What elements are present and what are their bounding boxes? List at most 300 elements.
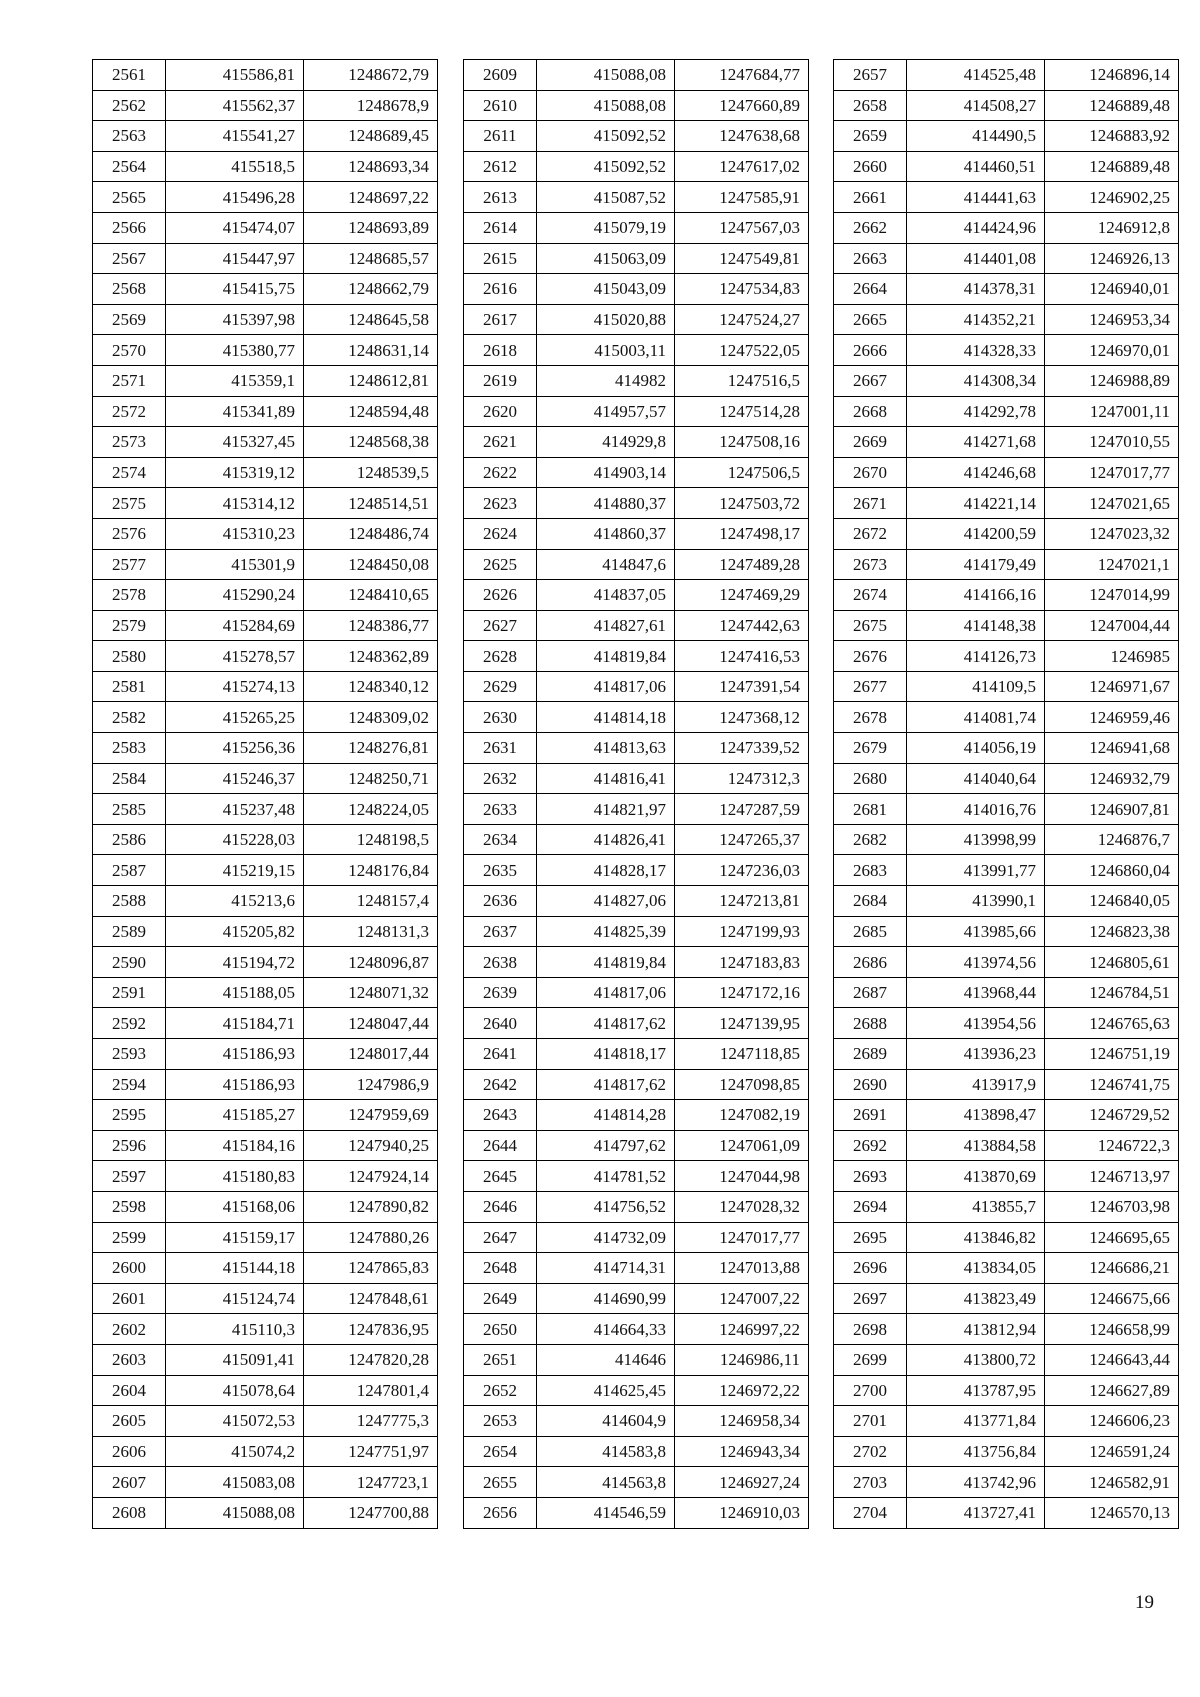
y-coordinate-cell: 1246943,34 — [675, 1436, 809, 1467]
point-number-cell: 2663 — [834, 243, 907, 274]
point-number-cell: 2620 — [464, 396, 537, 427]
y-coordinate-cell: 1248685,57 — [304, 243, 438, 274]
y-coordinate-cell: 1247524,27 — [675, 304, 809, 335]
table-row — [464, 824, 809, 855]
table-row — [93, 1467, 438, 1498]
x-coordinate-cell: 415256,36 — [166, 733, 304, 764]
y-coordinate-cell: 1246927,24 — [675, 1467, 809, 1498]
point-number-cell: 2600 — [93, 1253, 166, 1284]
table-row — [464, 1039, 809, 1070]
point-number-cell: 2672 — [834, 518, 907, 549]
x-coordinate-cell: 413771,84 — [907, 1406, 1045, 1437]
point-number-cell: 2649 — [464, 1283, 537, 1314]
x-coordinate-cell: 414957,57 — [537, 396, 675, 427]
y-coordinate-cell: 1248450,08 — [304, 549, 438, 580]
table-row — [93, 1161, 438, 1192]
point-number-cell: 2646 — [464, 1191, 537, 1222]
table-row — [834, 671, 1179, 702]
table-row — [834, 182, 1179, 213]
y-coordinate-cell: 1246582,91 — [1045, 1467, 1179, 1498]
table-row — [834, 151, 1179, 182]
point-number-cell: 2571 — [93, 365, 166, 396]
y-coordinate-cell: 1247534,83 — [675, 274, 809, 305]
table-row — [464, 794, 809, 825]
table-row — [464, 1314, 809, 1345]
point-number-cell: 2679 — [834, 733, 907, 764]
coordinates-table-body — [834, 60, 1179, 1529]
table-row — [93, 1375, 438, 1406]
point-number-cell: 2659 — [834, 121, 907, 152]
x-coordinate-cell: 415185,27 — [166, 1100, 304, 1131]
point-number-cell: 2681 — [834, 794, 907, 825]
y-coordinate-cell: 1248678,9 — [304, 90, 438, 121]
x-coordinate-cell: 415020,88 — [537, 304, 675, 335]
y-coordinate-cell: 1246643,44 — [1045, 1344, 1179, 1375]
y-coordinate-cell: 1248362,89 — [304, 641, 438, 672]
x-coordinate-cell: 414818,17 — [537, 1039, 675, 1070]
point-number-cell: 2582 — [93, 702, 166, 733]
y-coordinate-cell: 1248131,3 — [304, 916, 438, 947]
point-number-cell: 2623 — [464, 488, 537, 519]
y-coordinate-cell: 1248539,5 — [304, 457, 438, 488]
table-row — [464, 1222, 809, 1253]
table-row — [834, 1191, 1179, 1222]
y-coordinate-cell: 1247516,5 — [675, 365, 809, 396]
table-row — [464, 641, 809, 672]
x-coordinate-cell: 414378,31 — [907, 274, 1045, 305]
point-number-cell: 2588 — [93, 886, 166, 917]
table-row — [464, 1069, 809, 1100]
x-coordinate-cell: 415186,93 — [166, 1039, 304, 1070]
table-row — [834, 794, 1179, 825]
x-coordinate-cell: 414819,84 — [537, 641, 675, 672]
x-coordinate-cell: 415092,52 — [537, 151, 675, 182]
table-row — [464, 855, 809, 886]
table-row — [93, 1130, 438, 1161]
point-number-cell: 2614 — [464, 212, 537, 243]
table-row — [93, 641, 438, 672]
y-coordinate-cell: 1246658,99 — [1045, 1314, 1179, 1345]
point-number-cell: 2601 — [93, 1283, 166, 1314]
table-row — [834, 1130, 1179, 1161]
x-coordinate-cell: 414837,05 — [537, 580, 675, 611]
x-coordinate-cell: 414401,08 — [907, 243, 1045, 274]
x-coordinate-cell: 415562,37 — [166, 90, 304, 121]
x-coordinate-cell: 413855,7 — [907, 1191, 1045, 1222]
table-row — [834, 1100, 1179, 1131]
point-number-cell: 2609 — [464, 60, 537, 91]
table-row — [93, 90, 438, 121]
table-row — [834, 335, 1179, 366]
table-row — [834, 763, 1179, 794]
table-row — [93, 365, 438, 396]
x-coordinate-cell: 413990,1 — [907, 886, 1045, 917]
y-coordinate-cell: 1247017,77 — [675, 1222, 809, 1253]
point-number-cell: 2607 — [93, 1467, 166, 1498]
x-coordinate-cell: 413974,56 — [907, 947, 1045, 978]
x-coordinate-cell: 413917,9 — [907, 1069, 1045, 1100]
y-coordinate-cell: 1246765,63 — [1045, 1008, 1179, 1039]
x-coordinate-cell: 414860,37 — [537, 518, 675, 549]
point-number-cell: 2658 — [834, 90, 907, 121]
point-number-cell: 2696 — [834, 1253, 907, 1284]
table-row — [464, 60, 809, 91]
point-number-cell: 2643 — [464, 1100, 537, 1131]
y-coordinate-cell: 1247617,02 — [675, 151, 809, 182]
coordinates-table — [463, 59, 809, 1529]
x-coordinate-cell: 414847,6 — [537, 549, 675, 580]
point-number-cell: 2562 — [93, 90, 166, 121]
y-coordinate-cell: 1247021,1 — [1045, 549, 1179, 580]
y-coordinate-cell: 1247007,22 — [675, 1283, 809, 1314]
x-coordinate-cell: 414664,33 — [537, 1314, 675, 1345]
table-row — [93, 886, 438, 917]
y-coordinate-cell: 1246986,11 — [675, 1344, 809, 1375]
x-coordinate-cell: 415284,69 — [166, 610, 304, 641]
point-number-cell: 2668 — [834, 396, 907, 427]
y-coordinate-cell: 1247508,16 — [675, 427, 809, 458]
table-row — [464, 457, 809, 488]
point-number-cell: 2657 — [834, 60, 907, 91]
table-row — [834, 90, 1179, 121]
table-row — [464, 182, 809, 213]
table-row — [93, 488, 438, 519]
table-row — [93, 947, 438, 978]
point-number-cell: 2647 — [464, 1222, 537, 1253]
x-coordinate-cell: 413846,82 — [907, 1222, 1045, 1253]
y-coordinate-cell: 1248594,48 — [304, 396, 438, 427]
x-coordinate-cell: 415184,71 — [166, 1008, 304, 1039]
point-number-cell: 2617 — [464, 304, 537, 335]
y-coordinate-cell: 1246953,34 — [1045, 304, 1179, 335]
x-coordinate-cell: 415088,08 — [537, 90, 675, 121]
table-row — [464, 1375, 809, 1406]
point-number-cell: 2636 — [464, 886, 537, 917]
x-coordinate-cell: 414148,38 — [907, 610, 1045, 641]
y-coordinate-cell: 1246686,21 — [1045, 1253, 1179, 1284]
point-number-cell: 2651 — [464, 1344, 537, 1375]
y-coordinate-cell: 1246972,22 — [675, 1375, 809, 1406]
table-row — [464, 1008, 809, 1039]
y-coordinate-cell: 1247684,77 — [675, 60, 809, 91]
table-row — [464, 518, 809, 549]
table-row — [93, 457, 438, 488]
x-coordinate-cell: 415083,08 — [166, 1467, 304, 1498]
y-coordinate-cell: 1247004,44 — [1045, 610, 1179, 641]
x-coordinate-cell: 415091,41 — [166, 1344, 304, 1375]
x-coordinate-cell: 415237,48 — [166, 794, 304, 825]
y-coordinate-cell: 1248224,05 — [304, 794, 438, 825]
table-row — [834, 1222, 1179, 1253]
x-coordinate-cell: 414016,76 — [907, 794, 1045, 825]
y-coordinate-cell: 1248198,5 — [304, 824, 438, 855]
point-number-cell: 2670 — [834, 457, 907, 488]
table-row — [834, 365, 1179, 396]
y-coordinate-cell: 1247775,3 — [304, 1406, 438, 1437]
x-coordinate-cell: 413968,44 — [907, 977, 1045, 1008]
point-number-cell: 2569 — [93, 304, 166, 335]
point-number-cell: 2604 — [93, 1375, 166, 1406]
y-coordinate-cell: 1246729,52 — [1045, 1100, 1179, 1131]
table-row — [93, 855, 438, 886]
point-number-cell: 2599 — [93, 1222, 166, 1253]
table-row — [834, 1069, 1179, 1100]
x-coordinate-cell: 414352,21 — [907, 304, 1045, 335]
point-number-cell: 2701 — [834, 1406, 907, 1437]
y-coordinate-cell: 1248697,22 — [304, 182, 438, 213]
point-number-cell: 2666 — [834, 335, 907, 366]
y-coordinate-cell: 1248631,14 — [304, 335, 438, 366]
point-number-cell: 2591 — [93, 977, 166, 1008]
point-number-cell: 2655 — [464, 1467, 537, 1498]
x-coordinate-cell: 413756,84 — [907, 1436, 1045, 1467]
x-coordinate-cell: 415327,45 — [166, 427, 304, 458]
table-row — [93, 916, 438, 947]
y-coordinate-cell: 1248071,32 — [304, 977, 438, 1008]
point-number-cell: 2653 — [464, 1406, 537, 1437]
y-coordinate-cell: 1247021,65 — [1045, 488, 1179, 519]
y-coordinate-cell: 1248693,89 — [304, 212, 438, 243]
x-coordinate-cell: 415159,17 — [166, 1222, 304, 1253]
y-coordinate-cell: 1246926,13 — [1045, 243, 1179, 274]
table-row — [93, 182, 438, 213]
point-number-cell: 2577 — [93, 549, 166, 580]
table-row — [93, 427, 438, 458]
point-number-cell: 2702 — [834, 1436, 907, 1467]
x-coordinate-cell: 413936,23 — [907, 1039, 1045, 1070]
table-row — [834, 427, 1179, 458]
x-coordinate-cell: 413998,99 — [907, 824, 1045, 855]
x-coordinate-cell: 414813,63 — [537, 733, 675, 764]
point-number-cell: 2596 — [93, 1130, 166, 1161]
y-coordinate-cell: 1246784,51 — [1045, 977, 1179, 1008]
y-coordinate-cell: 1248645,58 — [304, 304, 438, 335]
table-row — [464, 212, 809, 243]
y-coordinate-cell: 1246912,8 — [1045, 212, 1179, 243]
point-number-cell: 2626 — [464, 580, 537, 611]
point-number-cell: 2589 — [93, 916, 166, 947]
table-row — [834, 274, 1179, 305]
point-number-cell: 2618 — [464, 335, 537, 366]
x-coordinate-cell: 415144,18 — [166, 1253, 304, 1284]
x-coordinate-cell: 413898,47 — [907, 1100, 1045, 1131]
table-row — [834, 121, 1179, 152]
x-coordinate-cell: 413884,58 — [907, 1130, 1045, 1161]
point-number-cell: 2581 — [93, 671, 166, 702]
x-coordinate-cell: 414817,06 — [537, 977, 675, 1008]
table-row — [93, 763, 438, 794]
point-number-cell: 2652 — [464, 1375, 537, 1406]
y-coordinate-cell: 1247213,81 — [675, 886, 809, 917]
x-coordinate-cell: 414816,41 — [537, 763, 675, 794]
table-row — [93, 518, 438, 549]
point-number-cell: 2644 — [464, 1130, 537, 1161]
x-coordinate-cell: 414797,62 — [537, 1130, 675, 1161]
x-coordinate-cell: 415310,23 — [166, 518, 304, 549]
y-coordinate-cell: 1247339,52 — [675, 733, 809, 764]
point-number-cell: 2635 — [464, 855, 537, 886]
table-row — [464, 763, 809, 794]
x-coordinate-cell: 415043,09 — [537, 274, 675, 305]
table-row — [93, 824, 438, 855]
x-coordinate-cell: 415415,75 — [166, 274, 304, 305]
y-coordinate-cell: 1247368,12 — [675, 702, 809, 733]
y-coordinate-cell: 1247890,82 — [304, 1191, 438, 1222]
table-row — [834, 824, 1179, 855]
x-coordinate-cell: 415359,1 — [166, 365, 304, 396]
y-coordinate-cell: 1247265,37 — [675, 824, 809, 855]
x-coordinate-cell: 415168,06 — [166, 1191, 304, 1222]
x-coordinate-cell: 414903,14 — [537, 457, 675, 488]
y-coordinate-cell: 1246703,98 — [1045, 1191, 1179, 1222]
x-coordinate-cell: 414221,14 — [907, 488, 1045, 519]
table-row — [464, 488, 809, 519]
y-coordinate-cell: 1246860,04 — [1045, 855, 1179, 886]
point-number-cell: 2634 — [464, 824, 537, 855]
point-number-cell: 2572 — [93, 396, 166, 427]
y-coordinate-cell: 1247183,83 — [675, 947, 809, 978]
table-row — [93, 1344, 438, 1375]
table-row — [93, 121, 438, 152]
x-coordinate-cell: 415110,3 — [166, 1314, 304, 1345]
x-coordinate-cell: 415219,15 — [166, 855, 304, 886]
point-number-cell: 2603 — [93, 1344, 166, 1375]
point-number-cell: 2671 — [834, 488, 907, 519]
point-number-cell: 2632 — [464, 763, 537, 794]
table-row — [93, 1069, 438, 1100]
point-number-cell: 2676 — [834, 641, 907, 672]
point-number-cell: 2573 — [93, 427, 166, 458]
point-number-cell: 2612 — [464, 151, 537, 182]
table-row — [464, 671, 809, 702]
y-coordinate-cell: 1246971,67 — [1045, 671, 1179, 702]
y-coordinate-cell: 1246722,3 — [1045, 1130, 1179, 1161]
table-row — [834, 580, 1179, 611]
y-coordinate-cell: 1246876,7 — [1045, 824, 1179, 855]
table-row — [834, 977, 1179, 1008]
x-coordinate-cell: 414817,62 — [537, 1008, 675, 1039]
point-number-cell: 2640 — [464, 1008, 537, 1039]
y-coordinate-cell: 1247312,3 — [675, 763, 809, 794]
y-coordinate-cell: 1247098,85 — [675, 1069, 809, 1100]
x-coordinate-cell: 415063,09 — [537, 243, 675, 274]
point-number-cell: 2665 — [834, 304, 907, 335]
table-row — [93, 212, 438, 243]
table-row — [464, 396, 809, 427]
table-row — [834, 1406, 1179, 1437]
x-coordinate-cell: 413991,77 — [907, 855, 1045, 886]
point-number-cell: 2688 — [834, 1008, 907, 1039]
x-coordinate-cell: 414040,64 — [907, 763, 1045, 794]
point-number-cell: 2631 — [464, 733, 537, 764]
table-row — [464, 702, 809, 733]
x-coordinate-cell: 414690,99 — [537, 1283, 675, 1314]
y-coordinate-cell: 1247391,54 — [675, 671, 809, 702]
y-coordinate-cell: 1246591,24 — [1045, 1436, 1179, 1467]
table-row — [834, 1467, 1179, 1498]
y-coordinate-cell: 1246889,48 — [1045, 90, 1179, 121]
table-row — [834, 549, 1179, 580]
point-number-cell: 2627 — [464, 610, 537, 641]
point-number-cell: 2574 — [93, 457, 166, 488]
point-number-cell: 2621 — [464, 427, 537, 458]
y-coordinate-cell: 1247986,9 — [304, 1069, 438, 1100]
y-coordinate-cell: 1247498,17 — [675, 518, 809, 549]
x-coordinate-cell: 415246,37 — [166, 763, 304, 794]
table-row — [834, 488, 1179, 519]
point-number-cell: 2689 — [834, 1039, 907, 1070]
y-coordinate-cell: 1246713,97 — [1045, 1161, 1179, 1192]
point-number-cell: 2693 — [834, 1161, 907, 1192]
x-coordinate-cell: 415186,93 — [166, 1069, 304, 1100]
table-row — [464, 733, 809, 764]
x-coordinate-cell: 415087,52 — [537, 182, 675, 213]
x-coordinate-cell: 415301,9 — [166, 549, 304, 580]
y-coordinate-cell: 1248568,38 — [304, 427, 438, 458]
x-coordinate-cell: 415184,16 — [166, 1130, 304, 1161]
y-coordinate-cell: 1247723,1 — [304, 1467, 438, 1498]
x-coordinate-cell: 414817,62 — [537, 1069, 675, 1100]
y-coordinate-cell: 1246959,46 — [1045, 702, 1179, 733]
point-number-cell: 2685 — [834, 916, 907, 947]
y-coordinate-cell: 1247013,88 — [675, 1253, 809, 1284]
point-number-cell: 2667 — [834, 365, 907, 396]
table-row — [93, 1406, 438, 1437]
x-coordinate-cell: 415213,6 — [166, 886, 304, 917]
table-row — [834, 1436, 1179, 1467]
point-number-cell: 2664 — [834, 274, 907, 305]
y-coordinate-cell: 1247924,14 — [304, 1161, 438, 1192]
x-coordinate-cell: 413800,72 — [907, 1344, 1045, 1375]
table-row — [464, 977, 809, 1008]
x-coordinate-cell: 414271,68 — [907, 427, 1045, 458]
point-number-cell: 2633 — [464, 794, 537, 825]
x-coordinate-cell: 414714,31 — [537, 1253, 675, 1284]
table-row — [834, 1253, 1179, 1284]
table-row — [93, 1100, 438, 1131]
table-row — [834, 733, 1179, 764]
y-coordinate-cell: 1247506,5 — [675, 457, 809, 488]
table-row — [464, 610, 809, 641]
y-coordinate-cell: 1247416,53 — [675, 641, 809, 672]
table-row — [464, 427, 809, 458]
x-coordinate-cell: 415124,74 — [166, 1283, 304, 1314]
x-coordinate-cell: 415290,24 — [166, 580, 304, 611]
point-number-cell: 2703 — [834, 1467, 907, 1498]
point-number-cell: 2683 — [834, 855, 907, 886]
x-coordinate-cell: 413954,56 — [907, 1008, 1045, 1039]
table-row — [93, 151, 438, 182]
point-number-cell: 2694 — [834, 1191, 907, 1222]
y-coordinate-cell: 1247865,83 — [304, 1253, 438, 1284]
x-coordinate-cell: 413787,95 — [907, 1375, 1045, 1406]
x-coordinate-cell: 415072,53 — [166, 1406, 304, 1437]
table-row — [93, 274, 438, 305]
table-row — [93, 396, 438, 427]
y-coordinate-cell: 1247017,77 — [1045, 457, 1179, 488]
x-coordinate-cell: 415397,98 — [166, 304, 304, 335]
x-coordinate-cell: 413834,05 — [907, 1253, 1045, 1284]
y-coordinate-cell: 1246606,23 — [1045, 1406, 1179, 1437]
x-coordinate-cell: 414583,8 — [537, 1436, 675, 1467]
point-number-cell: 2561 — [93, 60, 166, 91]
point-number-cell: 2613 — [464, 182, 537, 213]
table-row — [93, 671, 438, 702]
point-number-cell: 2645 — [464, 1161, 537, 1192]
table-row — [834, 855, 1179, 886]
point-number-cell: 2699 — [834, 1344, 907, 1375]
table-row — [464, 90, 809, 121]
